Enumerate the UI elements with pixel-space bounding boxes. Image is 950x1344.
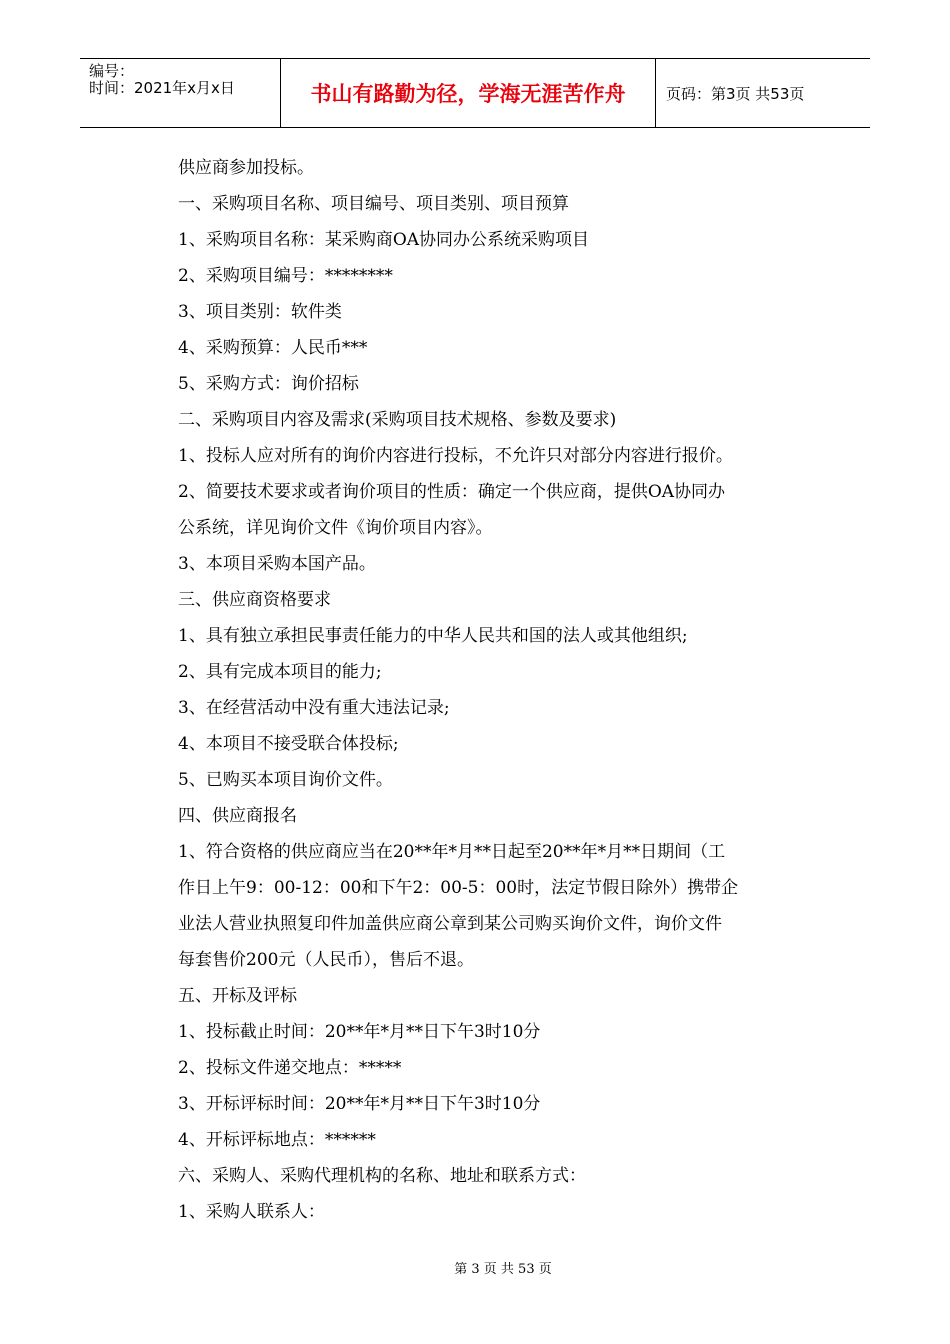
paragraph: 4、本项目不接受联合体投标; [178,734,399,754]
section-heading: 一、采购项目名称、项目编号、项目类别、项目预算 [178,194,569,214]
paragraph: 1、采购人联系人： [178,1202,325,1222]
paragraph: 业法人营业执照复印件加盖供应商公章到某公司购买询价文件，询价文件 [178,914,722,934]
header-motto: 书山有路勤为径，学海无涯苦作舟 [281,59,656,127]
paragraph: 2、投标文件递交地点：***** [178,1058,402,1078]
document-body [178,150,810,1230]
paragraph: 1、投标截止时间：20**年*月**日下午3时10分 [178,1022,541,1042]
paragraph: 5、已购买本项目询价文件。 [178,770,393,790]
doc-time-label: 时间：2021年x月x日 [89,79,235,97]
doc-number-label: 编号： [89,62,135,80]
paragraph: 3、项目类别：软件类 [178,302,342,322]
paragraph: 供应商参加投标。 [178,158,314,178]
paragraph: 公系统，详见询价文件《询价项目内容》。 [178,518,493,538]
paragraph: 2、简要技术要求或者询价项目的性质：确定一个供应商，提供OA协同办 [178,482,726,502]
paragraph: 1、投标人应对所有的询价内容进行投标，不允许只对部分内容进行报价。 [178,446,733,466]
header-page-info: 页码：第3页 共53页 [666,84,805,103]
section-heading: 四、供应商报名 [178,806,297,826]
section-heading: 五、开标及评标 [178,986,297,1006]
paragraph: 1、符合资格的供应商应当在20**年*月**日起至20**年*月**日期间（工 [178,842,726,862]
paragraph: 3、开标评标时间：20**年*月**日下午3时10分 [178,1094,541,1114]
paragraph: 每套售价200元（人民币），售后不退。 [178,950,474,970]
section-heading: 六、采购人、采购代理机构的名称、地址和联系方式： [178,1166,586,1186]
paragraph: 3、在经营活动中没有重大违法记录; [178,698,450,718]
paragraph: 作日上午9：00-12：00和下午2：00-5：00时，法定节假日除外）携带企 [178,878,739,898]
paragraph: 4、采购预算：人民币*** [178,338,368,358]
page-footer: 第 3 页 共 53 页 [454,1262,552,1277]
section-heading: 三、供应商资格要求 [178,590,331,610]
header-meta [80,59,281,127]
paragraph: 1、具有独立承担民事责任能力的中华人民共和国的法人或其他组织; [178,626,688,646]
page-header [80,58,870,128]
paragraph: 2、具有完成本项目的能力; [178,662,382,682]
paragraph: 2、采购项目编号：******** [178,266,393,286]
paragraph: 3、本项目采购本国产品。 [178,554,376,574]
paragraph: 5、采购方式：询价招标 [178,374,359,394]
paragraph: 4、开标评标地点：****** [178,1130,376,1150]
section-heading: 二、采购项目内容及需求(采购项目技术规格、参数及要求) [178,410,617,430]
paragraph: 1、采购项目名称：某采购商OA协同办公系统采购项目 [178,230,590,250]
